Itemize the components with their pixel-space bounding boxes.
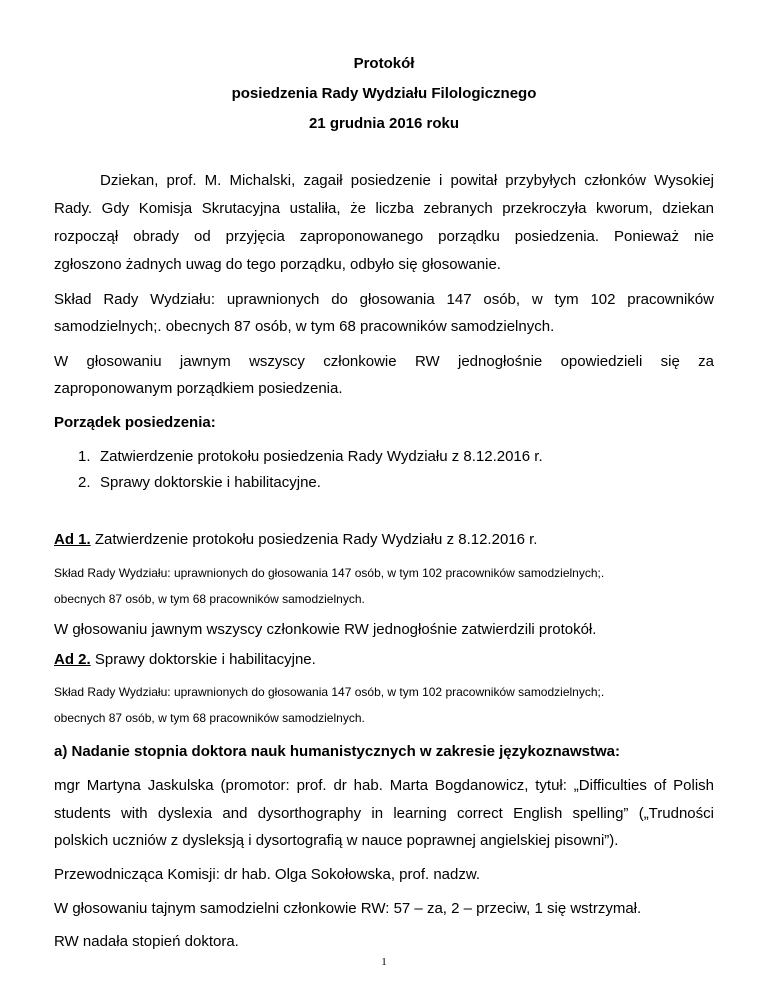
ad2-composition-line-1: Skład Rady Wydziału: uprawnionych do głosowania 147 osób, w tym 102 pracowników samodzielnych;. <box>54 685 605 699</box>
section-a-chair: Przewodnicząca Komisji: dr hab. Olga Sokołowska, prof. nadzw. <box>54 866 481 883</box>
agenda-item-number: 2. <box>78 474 91 491</box>
document-subtitle: posiedzenia Rady Wydziału Filologicznego <box>231 85 537 102</box>
ad2-title: Sprawy doktorskie i habilitacyjne. <box>90 651 316 668</box>
vote-open-line-2: zaproponowanym porządkiem posiedzenia. <box>54 380 343 397</box>
composition-line-1: Skład Rady Wydziału: uprawnionych do głosowania 147 osób, w tym 102 pracowników <box>54 291 714 308</box>
section-a-line-2: students with dyslexia and dysorthography in learning correct English spelling” („Trudności <box>54 805 714 822</box>
ad1-heading <box>54 531 537 548</box>
composition-line-2: samodzielnych;. obecnych 87 osób, w tym 68 pracowników samodzielnych. <box>54 318 555 335</box>
ad1-label: Ad 1. <box>54 531 91 548</box>
ad1-title: Zatwierdzenie protokołu posiedzenia Rady Wydziału z 8.12.2016 r. <box>90 531 538 548</box>
agenda-item-2 <box>78 474 321 491</box>
ad1-composition-line-1: Skład Rady Wydziału: uprawnionych do głosowania 147 osób, w tym 102 pracowników samodzielnych;. <box>54 566 605 580</box>
agenda-heading: Porządek posiedzenia: <box>54 414 216 431</box>
intro-line-2: Rady. Gdy Komisja Skrutacyjna ustaliła, że liczba zebranych przekroczyła kworum, dziekan <box>54 200 714 217</box>
section-a-line-3: polskich uczniów z dysleksją i dysortografią w nauce poprawnej angielskiej pisowni”). <box>54 832 619 849</box>
section-a-heading: a) Nadanie stopnia doktora nauk humanistycznych w zakresie językoznawstwa: <box>54 743 621 760</box>
intro-line-4: zgłoszono żadnych uwag do tego porządku, odbyło się głosowanie. <box>54 256 501 273</box>
agenda-item-text: Zatwierdzenie protokołu posiedzenia Rady Wydziału z 8.12.2016 r. <box>100 448 543 465</box>
ad2-heading <box>54 651 316 668</box>
page-number: 1 <box>381 956 387 968</box>
section-a-vote: W głosowaniu tajnym samodzielni członkowie RW: 57 – za, 2 – przeciw, 1 się wstrzymał. <box>54 900 642 917</box>
ad1-composition-line-2: obecnych 87 osób, w tym 68 pracowników samodzielnych. <box>54 592 365 606</box>
ad1-result: W głosowaniu jawnym wszyscy członkowie RW jednogłośnie zatwierdzili protokół. <box>54 621 597 638</box>
section-a-outcome: RW nadała stopień doktora. <box>54 933 239 950</box>
section-a-line-1: mgr Martyna Jaskulska (promotor: prof. dr hab. Marta Bogdanowicz, tytuł: „Difficulties of Polish <box>54 777 714 794</box>
agenda-item-number: 1. <box>78 448 91 465</box>
intro-line-3: rozpoczął obrady od przyjęcia zaproponowanego porządku posiedzenia. Ponieważ nie <box>54 228 714 245</box>
agenda-item-text: Sprawy doktorskie i habilitacyjne. <box>100 474 321 491</box>
ad2-composition-line-2: obecnych 87 osób, w tym 68 pracowników samodzielnych. <box>54 711 365 725</box>
document-date: 21 grudnia 2016 roku <box>308 115 460 132</box>
ad2-label: Ad 2. <box>54 651 91 668</box>
vote-open-line-1: W głosowaniu jawnym wszyscy członkowie RW jednogłośnie opowiedzieli się za <box>54 353 714 370</box>
document-title: Protokół <box>353 55 415 72</box>
agenda-item-1 <box>78 448 543 465</box>
intro-line-1: Dziekan, prof. M. Michalski, zagaił posiedzenie i powitał przybyłych członków Wysokiej <box>100 172 714 189</box>
